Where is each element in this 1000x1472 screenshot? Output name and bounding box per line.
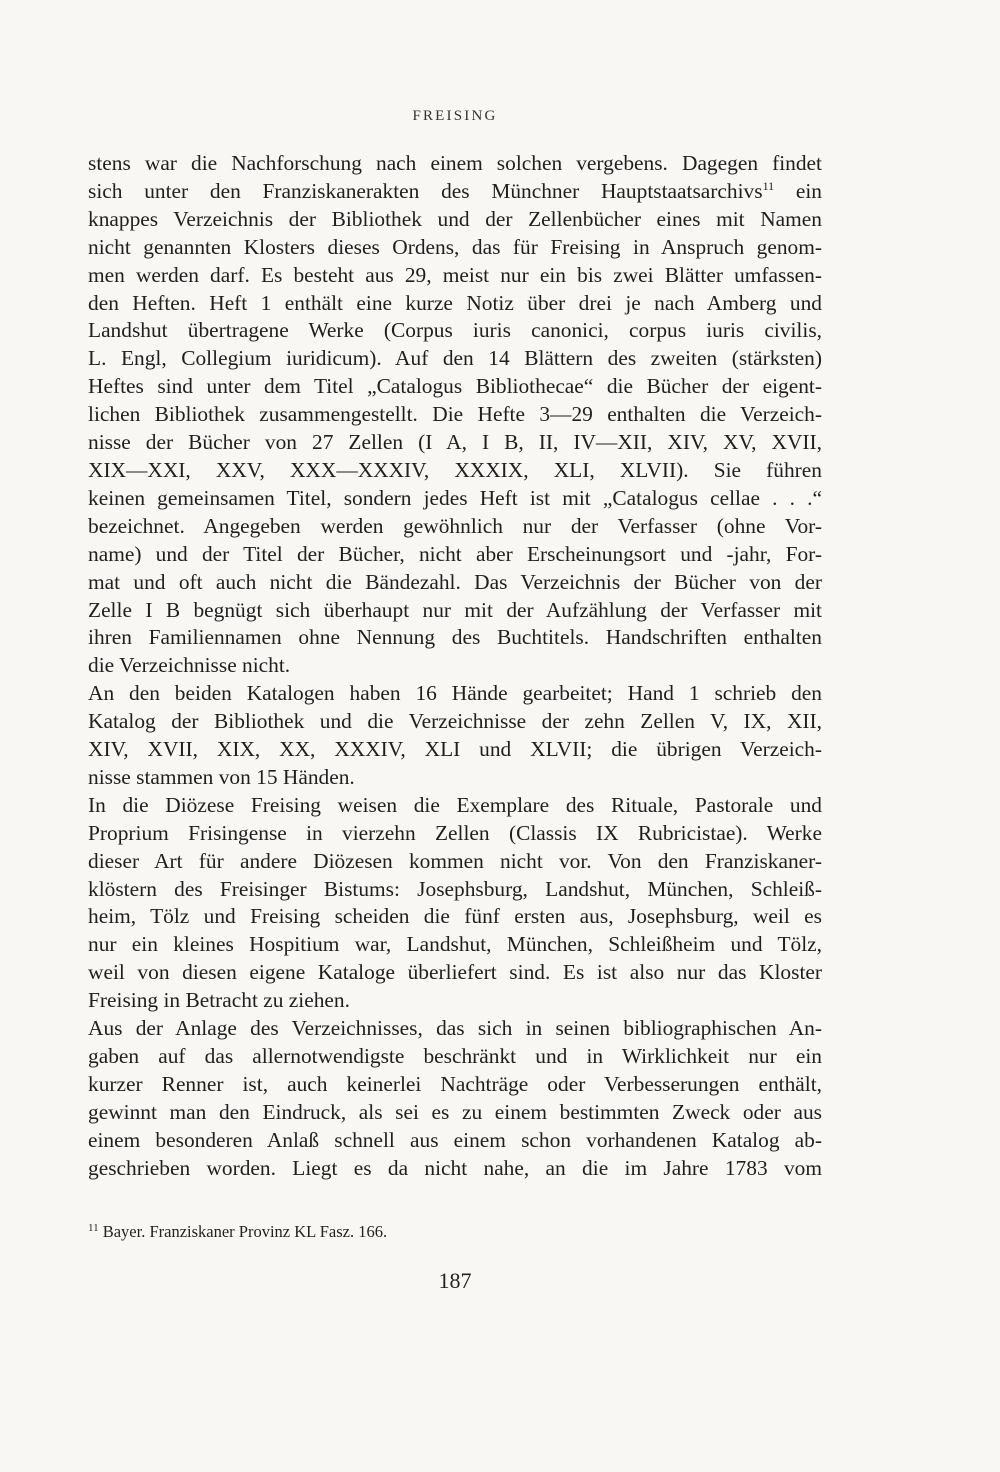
text-line: Landshut übertragene Werke (Corpus iuris canonici, corpus iuris civilis, bbox=[88, 318, 822, 343]
text-line: Katalog der Bibliothek und die Verzeichnisse der zehn Zellen V, IX, XII, bbox=[88, 709, 822, 734]
text-line: name) und der Titel der Bücher, nicht aber Erscheinungsort und -jahr, For- bbox=[88, 541, 822, 566]
text-line: einem besonderen Anlaß schnell aus einem schon vorhandenen Katalog ab- bbox=[88, 1127, 822, 1152]
body-text bbox=[88, 150, 822, 1183]
text-line: Freising in Betracht zu ziehen. bbox=[88, 988, 350, 1013]
text-line: Aus der Anlage des Verzeichnisses, das sich in seinen bibliographischen An- bbox=[88, 1016, 822, 1041]
text-line: kurzer Renner ist, auch keinerlei Nachträge oder Verbesserungen enthält, bbox=[88, 1071, 822, 1096]
text-line: weil von diesen eigene Kataloge überliefert sind. Es ist also nur das Kloster bbox=[88, 960, 822, 985]
paragraph-2 bbox=[88, 680, 822, 792]
text-fragment: ein bbox=[774, 178, 823, 203]
text-line: bezeichnet. Angegeben werden gewöhnlich nur der Verfasser (ohne Vor- bbox=[88, 513, 822, 538]
text-fragment: sich unter den Franziskanerakten des Münchner Hauptstaatsarchivs bbox=[88, 178, 763, 203]
text-line: den Heften. Heft 1 enthält eine kurze Notiz über drei je nach Amberg und bbox=[88, 290, 822, 315]
text-line: XIX—XXI, XXV, XXX—XXXIV, XXXIX, XLI, XLVII). Sie führen bbox=[88, 457, 822, 482]
text-line: nisse der Bücher von 27 Zellen (I A, I B, II, IV—XII, XIV, XV, XVII, bbox=[88, 430, 822, 455]
text-line: nicht genannten Klosters dieses Ordens, das für Freising in Anspruch genom- bbox=[88, 234, 822, 259]
text-line: In die Diözese Freising weisen die Exemplare des Rituale, Pastorale und bbox=[88, 792, 822, 817]
text-line: nur ein kleines Hospitium war, Landshut, München, Schleißheim und Tölz, bbox=[88, 932, 822, 957]
page-number: 187 bbox=[438, 1268, 472, 1293]
text-line: stens war die Nachforschung nach einem solchen vergebens. Dagegen findet bbox=[88, 151, 822, 175]
footnote-marker: 11 bbox=[88, 1222, 99, 1234]
text-line: An den beiden Katalogen haben 16 Hände gearbeitet; Hand 1 schrieb den bbox=[88, 681, 822, 706]
footnote-reference[interactable]: 11 bbox=[762, 178, 775, 193]
text-line: lichen Bibliothek zusammengestellt. Die Hefte 3—29 enthalten die Verzeich- bbox=[88, 402, 822, 427]
text-line-with-footnote bbox=[88, 178, 822, 206]
text-line: men werden darf. Es besteht aus 29, meist nur ein bis zwei Blätter umfassen- bbox=[88, 262, 822, 287]
text-line: dieser Art für andere Diözesen kommen nicht vor. Von den Franziskaner- bbox=[88, 848, 822, 873]
paragraph-3 bbox=[88, 792, 822, 1015]
text-line: knappes Verzeichnis der Bibliothek und der Zellenbücher eines mit Namen bbox=[88, 206, 822, 231]
text-line: Proprium Frisingense in vierzehn Zellen (Classis IX Rubricistae). Werke bbox=[88, 820, 822, 845]
text-line: gaben auf das allernotwendigste beschränkt und in Wirklichkeit nur ein bbox=[88, 1044, 822, 1068]
running-head: FREISING bbox=[412, 108, 498, 124]
footnote bbox=[88, 1222, 387, 1242]
text-line: Heftes sind unter dem Titel „Catalogus Bibliothecae“ die Bücher der eigent- bbox=[88, 374, 822, 399]
paragraph-1 bbox=[88, 150, 822, 680]
text-line: ihren Familiennamen ohne Nennung des Buchtitels. Handschriften enthalten bbox=[88, 625, 822, 650]
text-line: Zelle I B begnügt sich überhaupt nur mit der Aufzählung der Verfasser mit bbox=[88, 597, 822, 622]
text-line: die Verzeichnisse nicht. bbox=[88, 653, 291, 678]
text-line: L. Engl, Collegium iuridicum). Auf den 14 Blättern des zweiten (stärksten) bbox=[88, 346, 822, 371]
paragraph-4 bbox=[88, 1015, 822, 1182]
text-line: heim, Tölz und Freising scheiden die fünf ersten aus, Josephsburg, weil es bbox=[88, 904, 822, 929]
text-line: keinen gemeinsamen Titel, sondern jedes Heft ist mit „Catalogus cellae . . .“ bbox=[88, 485, 822, 510]
text-line: geschrieben worden. Liegt es da nicht nahe, an die im Jahre 1783 vom bbox=[88, 1155, 822, 1180]
text-line: XIV, XVII, XIX, XX, XXXIV, XLI und XLVII; die übrigen Verzeich- bbox=[88, 737, 822, 762]
text-line: gewinnt man den Eindruck, als sei es zu einem bestimmten Zweck oder aus bbox=[88, 1099, 822, 1124]
text-line: klöstern des Freisinger Bistums: Josephsburg, Landshut, München, Schleiß- bbox=[88, 876, 822, 901]
footnote-text: Bayer. Franziskaner Provinz KL Fasz. 166. bbox=[98, 1222, 388, 1241]
text-line: nisse stammen von 15 Händen. bbox=[88, 764, 355, 789]
text-line: mat und oft auch nicht die Bändezahl. Das Verzeichnis der Bücher von der bbox=[88, 569, 822, 594]
